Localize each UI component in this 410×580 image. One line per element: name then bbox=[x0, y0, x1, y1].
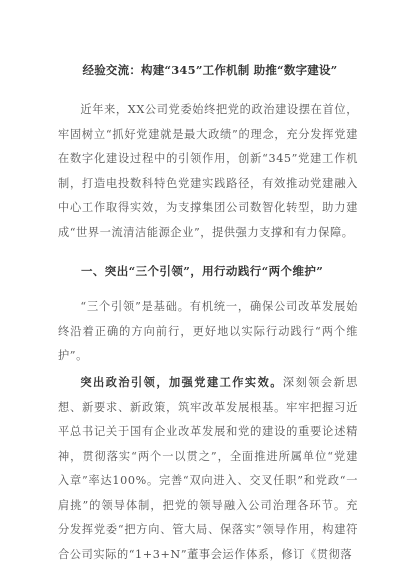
paragraph-lead-sentence: 突出政治引领，加强党建工作实效。 bbox=[80, 375, 283, 389]
document-title: 经验交流：构建“345”工作机制 助推“数字建设” bbox=[82, 63, 338, 77]
paragraph-body: 深刻领会新思想、新要求、新政策，筑牢改革发展根基。牢牢把握习近平总书记关于国有企业改革发展和党的建设的重要论述精神，贯彻落实“两个一以贯之”，全面推进所属单位“党建入章”率达100%。完善“双向进入、交叉任职”和党政“一肩挑”的领导体制，把党的领导融入公司治理各环节。充分发挥党委“把方向、管大局、保落实”领导作用，构建符合公司实际的“1+3+N”董事会运作体系，修订《贯彻落 bbox=[58, 376, 358, 561]
intro-paragraph: 近年来，XX公司党委始终把党的政治建设摆在首位，牢固树立“抓好党建就是最大政绩”的理念，充分发挥党建在数字化建设过程中的引领作用，创新“345”党建工作机制，打造电投数科特色党建实践路径，有效推动党建融入中心工作取得实效，为支撑集团公司数智化转型，助力建成“世界一流清洁能源企业”，提供强力支撑和有力保障。 bbox=[58, 103, 358, 239]
section-paragraph: “三个引领”是基础。有机统一，确保公司改革发展始终沿着正确的方向前行，更好地以实际行动践行“两个维护”。 bbox=[58, 300, 358, 362]
political-guidance-paragraph bbox=[58, 370, 358, 567]
section-heading: 一、突出“三个引领”，用行动践行“两个维护” bbox=[81, 264, 324, 278]
